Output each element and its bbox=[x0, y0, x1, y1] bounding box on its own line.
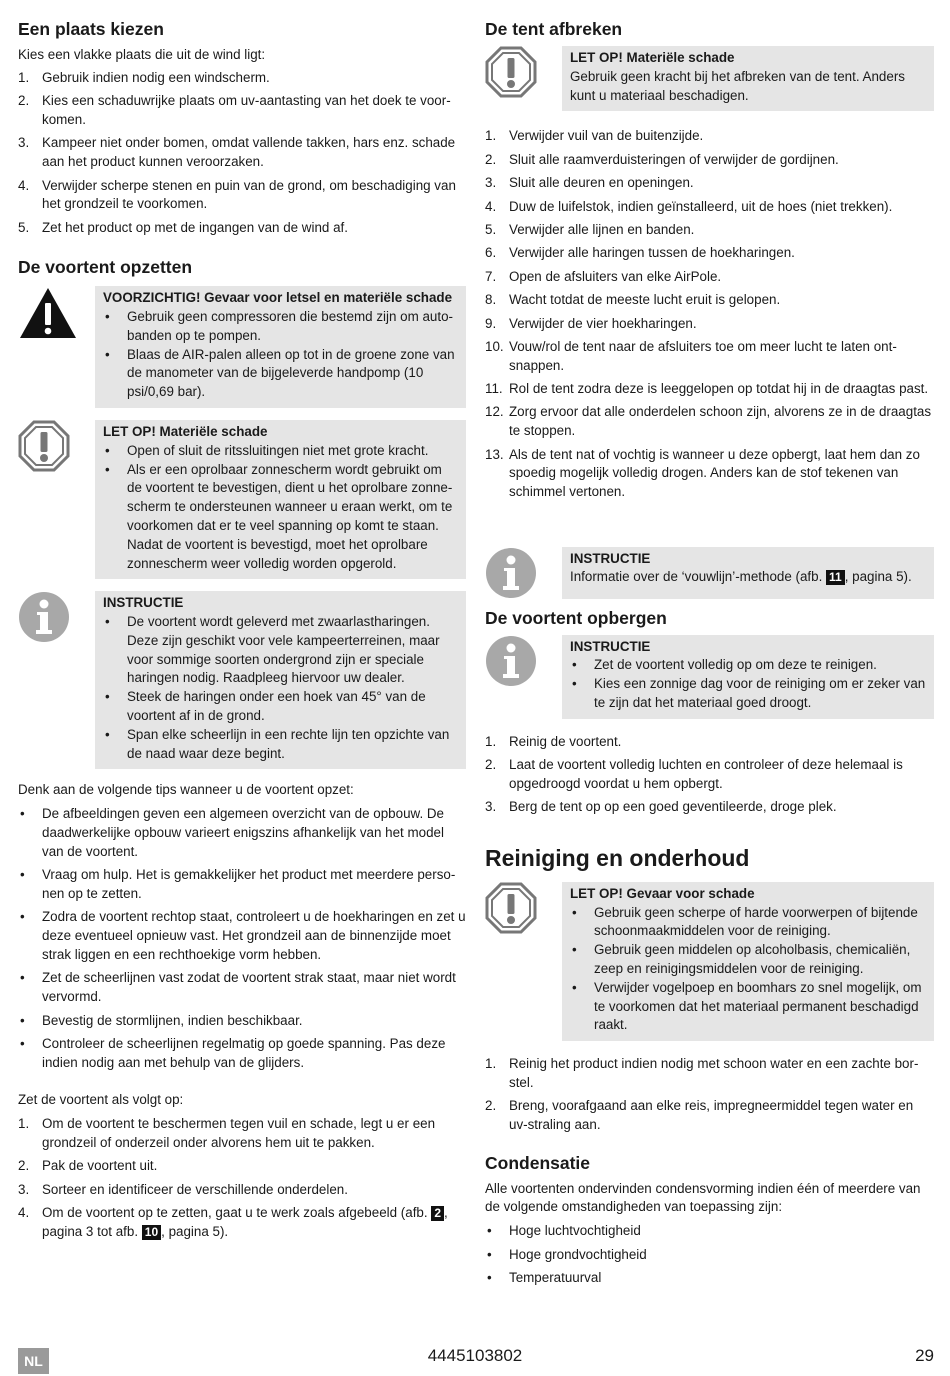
list-item-number: 12. bbox=[485, 404, 504, 420]
exclamation-octagon-icon bbox=[18, 420, 95, 579]
list-item-text: Hoge grondvochtigheid bbox=[509, 1246, 647, 1262]
list-item-text: Vraag om hulp. Het is gemakkelijker het product met meerdere personen op te zetten. bbox=[42, 867, 456, 902]
notice-title: LET OP! Materiële schade bbox=[103, 423, 268, 439]
list-item-number: 3. bbox=[485, 175, 497, 191]
list-item-text: Als de tent nat of vochtig is wanneer u deze opbergt, laat hem dan zo spoedig mogelijk volledig drogen. Anders kan de stof tekenen van schimmel vertonen. bbox=[509, 446, 920, 500]
choose-place-intro: Kies een vlakke plaats die uit de wind ligt: bbox=[18, 47, 266, 62]
list-item-text: Sluit alle raamverduisteringen of verwijder de gordijnen. bbox=[509, 151, 839, 167]
bullet-icon: • bbox=[487, 1269, 492, 1285]
notice-title: LET OP! Materiële schade bbox=[570, 50, 735, 65]
list-item bbox=[485, 174, 934, 193]
list-item-number: 2. bbox=[485, 757, 497, 773]
list-item-text: Blaas de AIR-palen alleen op tot in de groene zone van de manometer van de bijgeleverde handpomp (10 psi/0,69 bar). bbox=[127, 346, 455, 400]
list-item bbox=[103, 726, 458, 764]
list-item bbox=[485, 291, 934, 310]
list-item-text: Kies een zonnige dag voor de reiniging om er zeker van te zijn dat het materiaal goed droogt. bbox=[594, 676, 926, 711]
list-item bbox=[103, 688, 458, 726]
list-item-text: Open of sluit de ritssluitingen niet met grote kracht. bbox=[127, 442, 429, 458]
bullet-icon: • bbox=[487, 1246, 492, 1262]
list-item-text: Vouw/rol de tent naar de afsluiters toe om meer lucht te laten ontsnappen. bbox=[509, 338, 897, 373]
list-item-text: De afbeeldingen geven een algemeen overzicht van de opbouw. De daadwerkelijke opbouw varieert enigszins afhankelijk van het model van de voortent. bbox=[42, 806, 445, 859]
bullet-icon: • bbox=[105, 442, 110, 458]
list-item-number: 2. bbox=[18, 1158, 30, 1174]
setup-intro: Zet de voortent als volgt op: bbox=[18, 1092, 184, 1108]
list-item-number: 3. bbox=[18, 1181, 30, 1197]
list-item-text: Zodra de voortent rechtop staat, controleert u de hoekharingen en zet u deze eventueel opnieuw vast. Het grondzeil aan de binnenzijde moet strak liggen en een rechthoekige vorm hebben. bbox=[42, 909, 466, 963]
section-title-condensation: Condensatie bbox=[485, 1152, 591, 1173]
bullet-icon: • bbox=[105, 346, 110, 362]
bullet-icon: • bbox=[105, 461, 110, 477]
list-item bbox=[485, 756, 934, 794]
figure-badge: 2 bbox=[431, 1206, 444, 1221]
tips-intro: Denk aan de volgende tips wanneer u de voortent opzet: bbox=[18, 782, 354, 798]
list-item-text: De voortent wordt geleverd met zwaarlastharingen. Deze zijn geschikt voor vele kampeerterreinen, maar voor sommige soorten ondergrond zijn er speciale haringen nodig. Raadpleeg hiervoor uw dealer. bbox=[127, 614, 440, 686]
list-item-text: Steek de haringen onder een hoek van 45° van de voortent af in de grond. bbox=[127, 689, 426, 724]
warning-triangle-icon bbox=[18, 286, 95, 408]
list-item-text: Als er een oprolbaar zonnescherm wordt gebruikt om de voortent te bevestigen, dient u het oprolbare zonnescherm te ondersteunen wanneer u eraan werkt, om te voorkomen dat er te veel spanning op komt te staan. Nadat de voortent is bevestigd, moet het oprolbare zonnescherm weer volledig worden opgerold. bbox=[127, 461, 453, 571]
list-item-text: Sluit alle deuren en openingen. bbox=[509, 175, 694, 191]
list-item bbox=[18, 219, 466, 238]
section-title-cleaning: Reiniging en onderhoud bbox=[485, 844, 750, 871]
list-item bbox=[18, 1115, 466, 1153]
bullet-icon: • bbox=[105, 726, 110, 742]
tips-list bbox=[18, 805, 466, 1072]
list-item-number: 7. bbox=[485, 268, 497, 284]
list-item bbox=[18, 1035, 466, 1073]
list-item bbox=[18, 805, 466, 861]
instruction-title: INSTRUCTIE bbox=[570, 550, 651, 566]
list-item-text: Duw de luifelstok, indien geïnstalleerd, uit de hoes (niet trekken). bbox=[509, 198, 893, 214]
list-item bbox=[485, 151, 934, 170]
setup-steps bbox=[18, 1115, 466, 1199]
list-item-text: Zet de scheerlijnen vast zodat de voortent strak staat, maar niet wordt vervormd. bbox=[42, 970, 456, 1005]
list-item-text: Berg de tent op op een goed geventileerde, droge plek. bbox=[509, 799, 837, 815]
instruction-notice bbox=[18, 591, 466, 769]
list-item-text: Span elke scheerlijn in een rechte lijn ten opzichte van de naad waar deze begint. bbox=[127, 726, 450, 761]
notice-text: Gebruik geen kracht bij het afbreken van de tent. Anders kunt u materiaal beschadigen. bbox=[570, 68, 905, 103]
instruction-title: INSTRUCTIE bbox=[570, 638, 651, 654]
list-item bbox=[485, 446, 934, 502]
notice-dismantle bbox=[485, 46, 934, 111]
list-item-text: Om de voortent te beschermen tegen vuil en schade, legt u er een grondzeil of onderzeil onder alvorens hem uit te pakken. bbox=[42, 1115, 436, 1150]
section-title-setup: De voortent opzetten bbox=[18, 257, 193, 278]
list-item bbox=[485, 338, 934, 376]
warning-title: VOORZICHTIG! Gevaar voor letsel en materiële schade bbox=[103, 290, 453, 306]
list-item-text: Zet het product op met de ingangen van de wind af. bbox=[42, 219, 348, 235]
list-item-number: 6. bbox=[485, 245, 497, 261]
list-item-number: 1. bbox=[18, 69, 30, 85]
bullet-icon: • bbox=[20, 867, 25, 883]
info-circle-icon bbox=[18, 591, 95, 769]
list-item bbox=[18, 1157, 466, 1176]
list-item bbox=[485, 1055, 934, 1093]
list-item bbox=[485, 403, 934, 441]
list-item bbox=[18, 134, 466, 172]
list-item-text: Temperatuurval bbox=[509, 1269, 602, 1285]
list-item-text: Kampeer niet onder bomen, omdat vallende takken, hars enz. schade aan het product kunnen veroorzaken. bbox=[42, 135, 456, 170]
list-item bbox=[570, 941, 926, 979]
list-item bbox=[570, 675, 926, 713]
notice-list bbox=[570, 904, 926, 1036]
section-title-choose-place: Een plaats kiezen bbox=[18, 19, 164, 39]
choose-place-steps bbox=[18, 69, 466, 238]
list-item bbox=[485, 1246, 934, 1265]
list-item: 4. Om de voortent op te zetten, gaat u te werk zoals afgebeeld (afb. 2 , pagina 3 tot afb. 10 , pagina 5). bbox=[18, 1204, 448, 1239]
list-item-number: 5. bbox=[18, 219, 30, 235]
list-item-text: Breng, voorafgaand aan elke reis, impregneermiddel tegen water en uv-straling aan. bbox=[509, 1098, 914, 1133]
list-item bbox=[570, 979, 926, 1035]
list-item bbox=[485, 1269, 934, 1288]
list-item bbox=[103, 442, 458, 461]
list-item bbox=[485, 198, 934, 217]
bullet-icon: • bbox=[105, 689, 110, 705]
list-item bbox=[18, 1181, 466, 1200]
bullet-icon: • bbox=[105, 614, 110, 630]
section-title-store: De voortent opbergen bbox=[485, 607, 667, 628]
list-item-text: Open de afsluiters van elke AirPole. bbox=[509, 268, 722, 284]
instruction-list bbox=[103, 613, 458, 763]
list-item-number: 5. bbox=[485, 221, 497, 237]
bullet-icon: • bbox=[105, 308, 110, 324]
store-steps bbox=[485, 733, 934, 817]
list-item bbox=[18, 969, 466, 1007]
dismantle-steps bbox=[485, 127, 934, 502]
list-item bbox=[18, 69, 466, 88]
notice-list bbox=[103, 442, 458, 574]
list-item bbox=[485, 244, 934, 263]
list-item-number: 2. bbox=[485, 1098, 497, 1114]
cleaning-steps bbox=[485, 1055, 934, 1135]
list-item-number: 1. bbox=[485, 128, 497, 144]
bullet-icon: • bbox=[20, 909, 25, 925]
list-item-text: Zorg ervoor dat alle onderdelen schoon zijn, alvorens ze in de draagtas te stoppen. bbox=[509, 404, 932, 439]
list-item-text: Reinig het product indien nodig met schoon water en een zachte borstel. bbox=[509, 1056, 919, 1090]
list-item-number: 1. bbox=[485, 733, 497, 749]
list-item-text: Kies een schaduwrijke plaats om uv-aantasting van het doek te voorkomen. bbox=[42, 93, 451, 127]
list-item-number: 3. bbox=[18, 135, 30, 151]
instruction-title: INSTRUCTIE bbox=[103, 595, 184, 611]
bullet-icon: • bbox=[20, 806, 25, 822]
list-item bbox=[485, 221, 934, 240]
list-item-number: 2. bbox=[485, 151, 497, 167]
list-item-text: Pak de voortent uit. bbox=[42, 1158, 158, 1174]
bullet-icon: • bbox=[572, 676, 577, 692]
bullet-icon: • bbox=[487, 1223, 492, 1239]
list-item bbox=[103, 613, 458, 688]
list-item-number: 1. bbox=[485, 1056, 497, 1072]
list-item bbox=[18, 177, 466, 215]
section-title-dismantle: De tent afbreken bbox=[485, 19, 623, 39]
figure-badge: 11 bbox=[826, 570, 845, 585]
list-item bbox=[485, 268, 934, 287]
list-item-number: 3. bbox=[485, 799, 497, 815]
info-circle-icon bbox=[485, 547, 562, 599]
setup-step-4 bbox=[18, 1204, 466, 1242]
left-column bbox=[18, 18, 466, 1246]
list-item-text: Verwijder scherpe stenen en puin van de grond, om beschadiging van het grondzeil te voorkomen. bbox=[42, 177, 456, 212]
list-item-number: 1. bbox=[18, 1115, 30, 1131]
list-item-number: 10. bbox=[485, 338, 504, 354]
list-item bbox=[103, 461, 458, 574]
bullet-icon: • bbox=[572, 942, 577, 958]
list-item-text: Gebruik geen compressoren die bestemd zijn om autobanden op te pompen. bbox=[127, 308, 454, 343]
list-item-text: Verwijder vogelpoep en boomhars zo snel mogelijk, om te voorkomen dat het materiaal permanent beschadigd raakt. bbox=[594, 979, 922, 1033]
list-item-text: Verwijder alle haringen tussen de hoekharingen. bbox=[509, 245, 795, 261]
bullet-icon: • bbox=[20, 1036, 25, 1051]
list-item-text: Bevestig de stormlijnen, indien beschikbaar. bbox=[42, 1012, 303, 1028]
page-number: 29 bbox=[915, 1346, 934, 1365]
right-column bbox=[485, 18, 934, 1292]
exclamation-octagon-icon bbox=[485, 882, 562, 1041]
list-item-text: Rol de tent zodra deze is leeggelopen op totdat hij in de draagtas past. bbox=[509, 381, 929, 397]
condensation-intro: Alle voortenten ondervinden condensvorming indien één of meerdere van de volgende omstandigheden van toepassing zijn: bbox=[485, 1180, 921, 1215]
list-item bbox=[103, 308, 458, 346]
list-item-number: 11. bbox=[485, 381, 503, 397]
list-item-text: Sorteer en identificeer de verschillende onderdelen. bbox=[42, 1181, 348, 1197]
language-badge: NL bbox=[18, 1348, 49, 1374]
list-item-text: Verwijder alle lijnen en banden. bbox=[509, 221, 695, 237]
list-item-text: Gebruik indien nodig een windscherm. bbox=[42, 69, 270, 85]
bullet-icon: • bbox=[20, 1012, 25, 1028]
list-item-number: 13. bbox=[485, 446, 504, 462]
list-item-number: 4. bbox=[485, 198, 497, 214]
notice-damage bbox=[485, 882, 934, 1041]
info-circle-icon bbox=[485, 635, 562, 719]
list-item bbox=[485, 1097, 934, 1135]
list-item bbox=[103, 346, 458, 402]
list-item-number: 4. bbox=[18, 177, 30, 193]
bullet-icon: • bbox=[572, 657, 577, 673]
list-item-text: Verwijder de vier hoekharingen. bbox=[509, 315, 697, 331]
list-item-text: Wacht totdat de meeste lucht eruit is gelopen. bbox=[509, 292, 781, 308]
list-item bbox=[570, 904, 926, 942]
bullet-icon: • bbox=[20, 970, 25, 986]
list-item-text: Gebruik geen middelen op alcoholbasis, chemicaliën, zeep en reinigingsmiddelen voor de reiniging. bbox=[594, 942, 911, 976]
list-item bbox=[485, 798, 934, 817]
list-item bbox=[18, 1012, 466, 1031]
list-item-text: Hoge luchtvochtigheid bbox=[509, 1223, 641, 1239]
list-item-text: Zet de voortent volledig op om deze te reinigen. bbox=[594, 657, 877, 673]
list-item-number: 2. bbox=[18, 93, 30, 109]
list-item-text: Laat de voortent volledig luchten en controleer of deze helemaal is opgedroogd voordat u hem opbergt. bbox=[509, 757, 903, 792]
list-item bbox=[18, 92, 466, 130]
exclamation-octagon-icon bbox=[485, 46, 562, 111]
warning-notice bbox=[18, 286, 466, 408]
figure-badge: 10 bbox=[142, 1225, 161, 1240]
list-item-number: 8. bbox=[485, 292, 497, 308]
list-item bbox=[485, 733, 934, 752]
document-code: 4445103802 bbox=[427, 1346, 523, 1365]
warning-list bbox=[103, 308, 458, 402]
list-item bbox=[570, 656, 926, 675]
list-item bbox=[485, 1222, 934, 1241]
instruction-list bbox=[570, 656, 926, 712]
instruction-notice-store bbox=[485, 635, 934, 719]
list-item bbox=[485, 380, 934, 399]
instruction-notice-fold bbox=[485, 547, 934, 599]
list-item-number: 9. bbox=[485, 315, 497, 331]
instruction-text: Informatie over de ‘vouwlijn’-methode (afb. 11 , pagina 5). bbox=[570, 569, 912, 585]
notice-title: LET OP! Gevaar voor schade bbox=[570, 885, 755, 901]
list-item-text: Controleer de scheerlijnen regelmatig op goede spanning. Pas deze indien nodig aan met behulp van de glijders. bbox=[42, 1036, 446, 1070]
list-item-text: Gebruik geen scherpe of harde voorwerpen of bijtende schoonmaakmiddelen voor de reiniging. bbox=[594, 904, 918, 939]
list-item bbox=[18, 866, 466, 904]
list-item bbox=[18, 908, 466, 964]
bullet-icon: • bbox=[572, 904, 577, 920]
list-item-text: Verwijder vuil van de buitenzijde. bbox=[509, 128, 704, 144]
list-item-text: Reinig de voortent. bbox=[509, 733, 622, 749]
bullet-icon: • bbox=[572, 979, 577, 995]
condensation-list bbox=[485, 1222, 934, 1288]
list-item bbox=[485, 315, 934, 334]
notice-material-damage bbox=[18, 420, 466, 579]
list-item bbox=[485, 127, 934, 146]
